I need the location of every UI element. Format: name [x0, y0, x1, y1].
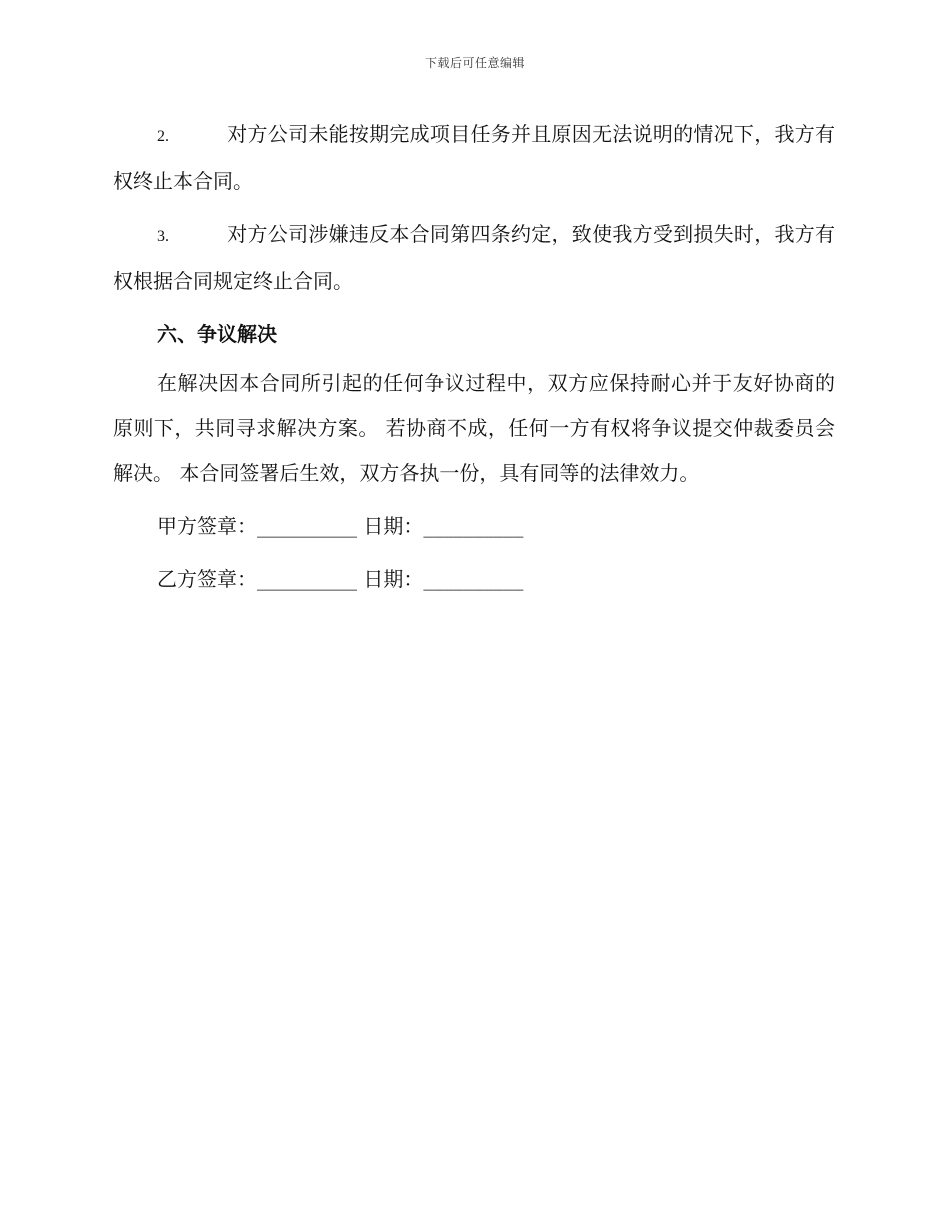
- section-heading: 六、争议解决: [157, 322, 277, 346]
- clause-text: 对方公司涉嫌违反本合同第四条约定，致使我方受到损失时，我方有权根据合同规定终止合同。: [113, 222, 835, 293]
- section-paragraph: 在解决因本合同所引起的任何争议过程中，双方应保持耐心并于友好协商的原则下，共同寻求解决方案。 若协商不成，任何一方有权将争议提交仲裁委员会解决。 本合同签署后生效，双方各执一份，具有同等的法律效力。: [113, 371, 835, 485]
- document-body: [113, 112, 835, 610]
- clause-number: 3.: [157, 228, 169, 245]
- clause-item-2: [113, 112, 835, 204]
- party-a-signature-line: 甲方签章：__________ 日期：__________: [157, 514, 524, 538]
- clause-number: 2.: [157, 128, 169, 145]
- clause-text: 对方公司未能按期完成项目任务并且原因无法说明的情况下，我方有权终止本合同。: [113, 122, 835, 193]
- party-b-signature-line: 乙方签章：__________ 日期：__________: [157, 567, 524, 591]
- page-header: 下载后可任意编辑: [424, 56, 525, 70]
- clause-item-3: [113, 212, 835, 304]
